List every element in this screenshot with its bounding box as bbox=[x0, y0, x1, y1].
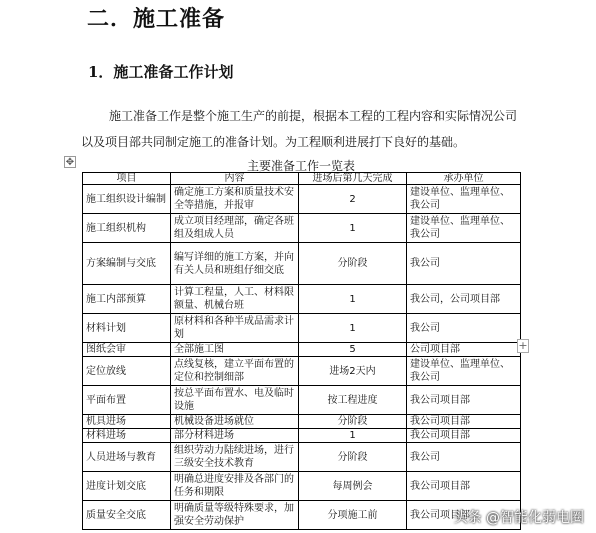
cell-project: 质量安全交底 bbox=[83, 501, 171, 530]
table-header-row bbox=[83, 173, 521, 185]
preparation-table bbox=[82, 172, 521, 530]
cell-days: 5 bbox=[299, 343, 407, 357]
cell-days: 分阶段 bbox=[299, 243, 407, 285]
table-row bbox=[83, 285, 521, 314]
cell-unit: 建设单位、监理单位、我公司 bbox=[407, 357, 521, 386]
col-header-project: 项目 bbox=[83, 173, 171, 185]
watermark: 头条 @智能化弱电圈 bbox=[453, 510, 584, 526]
cell-unit: 我公司 bbox=[407, 443, 521, 472]
table-row bbox=[83, 443, 521, 472]
intro-paragraph-text: 施工准备工作是整个施工生产的前提，根据本工程的工程内容和实际情况公司以及项目部共同制定施工的准备计划。为工程顺利进展打下良好的基础。 bbox=[81, 109, 518, 149]
cell-project: 机具进场 bbox=[83, 415, 171, 429]
cell-unit: 我公司项目部 bbox=[407, 472, 521, 501]
cell-days: 按工程进度 bbox=[299, 386, 407, 415]
cell-unit: 公司项目部 bbox=[407, 343, 521, 357]
cell-project: 施工组织机构 bbox=[83, 214, 171, 243]
col-header-days: 进场后第几天完成 bbox=[299, 173, 407, 185]
cell-content: 计算工程量，人工、材料限额量、机械台班 bbox=[171, 285, 299, 314]
cell-project: 方案编制与交底 bbox=[83, 243, 171, 285]
table-row bbox=[83, 429, 521, 443]
cell-unit: 我公司项目部 bbox=[407, 386, 521, 415]
table-row bbox=[83, 214, 521, 243]
cell-project: 材料进场 bbox=[83, 429, 171, 443]
cell-unit: 我公司项目部 bbox=[407, 429, 521, 443]
subsection-heading: 1．施工准备工作计划 bbox=[88, 63, 234, 81]
cell-unit: 建设单位、监理单位、我公司 bbox=[407, 185, 521, 214]
section-heading: 二．施工准备 bbox=[87, 6, 226, 32]
table-row bbox=[83, 386, 521, 415]
cell-project: 图纸会审 bbox=[83, 343, 171, 357]
cell-unit: 我公司，公司项目部 bbox=[407, 285, 521, 314]
cell-unit: 我公司项目部 bbox=[407, 415, 521, 429]
cell-days: 进场2天内 bbox=[299, 357, 407, 386]
col-header-unit: 承办单位 bbox=[407, 173, 521, 185]
cell-content: 确定施工方案和质量技术安全等措施，并报审 bbox=[171, 185, 299, 214]
cell-content: 明确质量等级特殊要求，加强安全劳动保护 bbox=[171, 501, 299, 530]
cell-days: 1 bbox=[299, 314, 407, 343]
cell-content: 成立项目经理部，确定各班组及组成人员 bbox=[171, 214, 299, 243]
cell-project: 施工组织设计编制 bbox=[83, 185, 171, 214]
cell-days: 每周例会 bbox=[299, 472, 407, 501]
table-row bbox=[83, 415, 521, 429]
cell-unit: 建设单位、监理单位、我公司 bbox=[407, 214, 521, 243]
cell-content: 点线复核，建立平面布置的定位和控制细部 bbox=[171, 357, 299, 386]
table-row bbox=[83, 243, 521, 285]
table-row bbox=[83, 314, 521, 343]
cell-days: 1 bbox=[299, 285, 407, 314]
cell-content: 组织劳动力陆续进场，进行三级安全技术教育 bbox=[171, 443, 299, 472]
col-header-content: 内容 bbox=[171, 173, 299, 185]
cell-content: 部分材料进场 bbox=[171, 429, 299, 443]
cell-project: 人员进场与教育 bbox=[83, 443, 171, 472]
table-row bbox=[83, 472, 521, 501]
cell-project: 定位放线 bbox=[83, 357, 171, 386]
cell-days: 分阶段 bbox=[299, 415, 407, 429]
cell-days: 分阶段 bbox=[299, 443, 407, 472]
cell-days: 1 bbox=[299, 214, 407, 243]
table-row bbox=[83, 185, 521, 214]
cell-content: 编写详细的施工方案，并向有关人员和班组仔细交底 bbox=[171, 243, 299, 285]
table-move-icon[interactable]: ✥ bbox=[65, 157, 75, 168]
cell-days: 2 bbox=[299, 185, 407, 214]
table-row bbox=[83, 357, 521, 386]
cell-content: 机械设备进场就位 bbox=[171, 415, 299, 429]
cell-project: 材料计划 bbox=[83, 314, 171, 343]
cell-project: 进度计划交底 bbox=[83, 472, 171, 501]
cell-project: 施工内部预算 bbox=[83, 285, 171, 314]
cell-days: 分项施工前 bbox=[299, 501, 407, 530]
cell-project: 平面布置 bbox=[83, 386, 171, 415]
cell-unit: 我公司 bbox=[407, 243, 521, 285]
table-row bbox=[83, 343, 521, 357]
table-caption: 主要准备工作一览表 bbox=[246, 159, 355, 173]
cell-unit: 我公司 bbox=[407, 314, 521, 343]
cell-content: 全部施工图 bbox=[171, 343, 299, 357]
cell-content: 原材料和各种半成品需求计划 bbox=[171, 314, 299, 343]
cell-unit: 我公司项目部 bbox=[407, 501, 521, 530]
intro-paragraph bbox=[81, 103, 521, 155]
cell-content: 明确总进度安排及各部门的任务和期限 bbox=[171, 472, 299, 501]
cell-content: 按总平面布置水、电及临时设施 bbox=[171, 386, 299, 415]
add-row-icon[interactable]: + bbox=[518, 339, 528, 352]
cell-days: 1 bbox=[299, 429, 407, 443]
